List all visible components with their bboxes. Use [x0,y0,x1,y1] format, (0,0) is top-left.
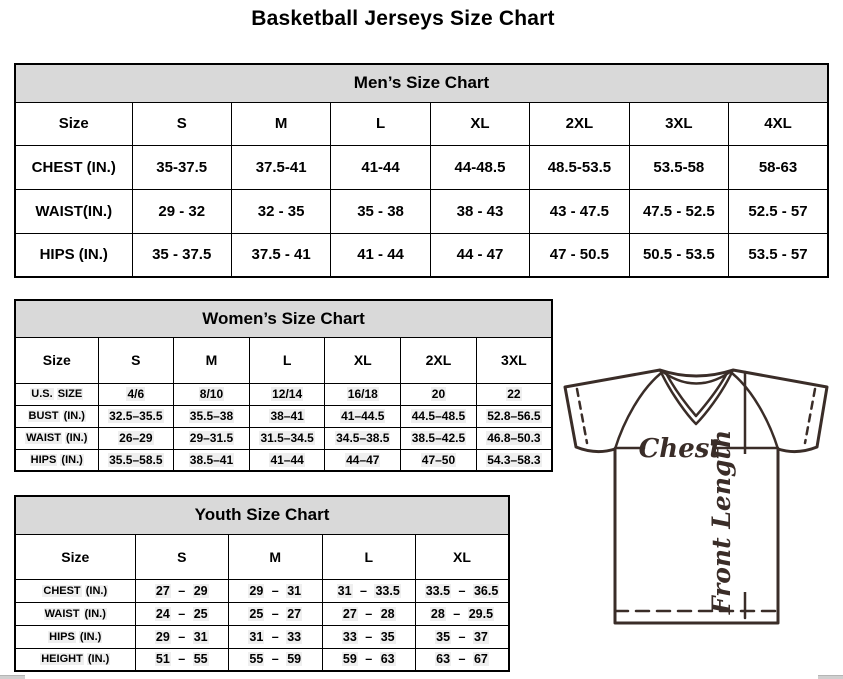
value-cell: 47.5 - 52.5 [629,189,728,233]
table-row [15,625,509,648]
jersey-measurement-diagram [556,362,836,630]
value-cell: 32 - 35 [231,189,330,233]
size-header-cell: L [322,534,416,579]
size-header-cell: L [249,337,325,383]
value-cell: 44-48.5 [430,145,529,189]
value-cell: 63 – 67 [416,648,510,671]
value-cell: 31.5–34.5 [249,427,325,449]
value-cell: 41–44 [249,449,325,471]
front-length-label: Front Length [707,429,736,615]
row-label: WAIST(IN.) [15,189,132,233]
value-cell: 50.5 - 53.5 [629,233,728,277]
value-cell: 38.5–42.5 [401,427,477,449]
table-row [15,648,509,671]
size-header-cell: S [132,102,231,145]
value-cell: 20 [401,383,477,405]
value-cell: 51 – 55 [135,648,229,671]
value-cell: 25 – 27 [229,602,323,625]
size-header-cell: 3XL [476,337,552,383]
row-label: WAIST (IN.) [15,427,98,449]
size-header-cell: L [331,102,430,145]
value-cell: 41 - 44 [331,233,430,277]
value-cell: 35.5–58.5 [98,449,174,471]
value-cell: 35-37.5 [132,145,231,189]
table-row [15,233,828,277]
value-cell: 52.8–56.5 [476,405,552,427]
value-cell: 44.5–48.5 [401,405,477,427]
value-cell: 37.5-41 [231,145,330,189]
youth-size-chart-table [14,495,510,672]
row-label: CHEST (IN.) [15,579,135,602]
table-row [15,383,552,405]
size-header-cell: Size [15,337,98,383]
chart-title: Youth Size Chart [15,496,509,534]
value-cell: 29 – 31 [135,625,229,648]
value-cell: 31 – 33 [229,625,323,648]
value-cell: 41-44 [331,145,430,189]
table-row [15,189,828,233]
chest-label: Chest [638,434,722,464]
chart-title: Men’s Size Chart [15,64,828,102]
row-label: HEIGHT (IN.) [15,648,135,671]
value-cell: 47 - 50.5 [530,233,629,277]
chart-title: Women’s Size Chart [15,300,552,337]
scrollbar-right-button[interactable] [818,675,843,679]
row-label: CHEST (IN.) [15,145,132,189]
value-cell: 22 [476,383,552,405]
left-cuff-dashed-line [577,389,587,443]
table-row [15,145,828,189]
value-cell: 35 - 37.5 [132,233,231,277]
size-header-cell: 4XL [729,102,828,145]
value-cell: 59 – 63 [322,648,416,671]
table-row [15,449,552,471]
row-label: BUST (IN.) [15,405,98,427]
value-cell: 33.5 – 36.5 [416,579,510,602]
jersey-outline [565,370,827,623]
row-label: HIPS (IN.) [15,449,98,471]
value-cell: 38 - 43 [430,189,529,233]
scrollbar-left-button[interactable] [0,675,25,679]
value-cell: 46.8–50.3 [476,427,552,449]
size-header-cell: XL [416,534,510,579]
womens-size-chart-table [14,299,553,472]
value-cell: 29 - 32 [132,189,231,233]
value-cell: 8/10 [174,383,250,405]
size-header-cell: M [229,534,323,579]
row-label: HIPS (IN.) [15,625,135,648]
value-cell: 4/6 [98,383,174,405]
value-cell: 32.5–35.5 [98,405,174,427]
value-cell: 33 – 35 [322,625,416,648]
size-header-row [15,534,509,579]
value-cell: 35.5–38 [174,405,250,427]
value-cell: 34.5–38.5 [325,427,401,449]
size-header-cell: M [231,102,330,145]
value-cell: 29 – 31 [229,579,323,602]
value-cell: 53.5 - 57 [729,233,828,277]
size-header-cell: S [98,337,174,383]
page-title: Basketball Jerseys Size Chart [251,7,555,30]
value-cell: 52.5 - 57 [729,189,828,233]
value-cell: 24 – 25 [135,602,229,625]
value-cell: 54.3–58.3 [476,449,552,471]
value-cell: 44 - 47 [430,233,529,277]
value-cell: 53.5-58 [629,145,728,189]
table-row [15,427,552,449]
row-label: HIPS (IN.) [15,233,132,277]
value-cell: 38.5–41 [174,449,250,471]
size-header-cell: Size [15,102,132,145]
value-cell: 48.5-53.5 [530,145,629,189]
value-cell: 38–41 [249,405,325,427]
table-row [15,405,552,427]
value-cell: 16/18 [325,383,401,405]
size-header-cell: XL [430,102,529,145]
value-cell: 12/14 [249,383,325,405]
value-cell: 28 – 29.5 [416,602,510,625]
size-header-cell: XL [325,337,401,383]
value-cell: 26–29 [98,427,174,449]
value-cell: 35 - 38 [331,189,430,233]
value-cell: 58-63 [729,145,828,189]
value-cell: 43 - 47.5 [530,189,629,233]
jersey-diagram-svg [556,362,836,630]
right-cuff-dashed-line [805,389,815,443]
value-cell: 35 – 37 [416,625,510,648]
row-label: U.S. SIZE [15,383,98,405]
size-header-cell: M [174,337,250,383]
value-cell: 44–47 [325,449,401,471]
value-cell: 29–31.5 [174,427,250,449]
size-header-cell: Size [15,534,135,579]
size-header-row [15,337,552,383]
value-cell: 41–44.5 [325,405,401,427]
table-row [15,579,509,602]
size-header-cell: 2XL [530,102,629,145]
size-header-cell: S [135,534,229,579]
row-label: WAIST (IN.) [15,602,135,625]
right-shoulder-seam [733,374,778,449]
size-header-cell: 3XL [629,102,728,145]
value-cell: 27 – 29 [135,579,229,602]
value-cell: 37.5 - 41 [231,233,330,277]
value-cell: 31 – 33.5 [322,579,416,602]
value-cell: 27 – 28 [322,602,416,625]
mens-size-chart-table [14,63,829,278]
size-header-row [15,102,828,145]
value-cell: 55 – 59 [229,648,323,671]
table-row [15,602,509,625]
value-cell: 47–50 [401,449,477,471]
size-header-cell: 2XL [401,337,477,383]
